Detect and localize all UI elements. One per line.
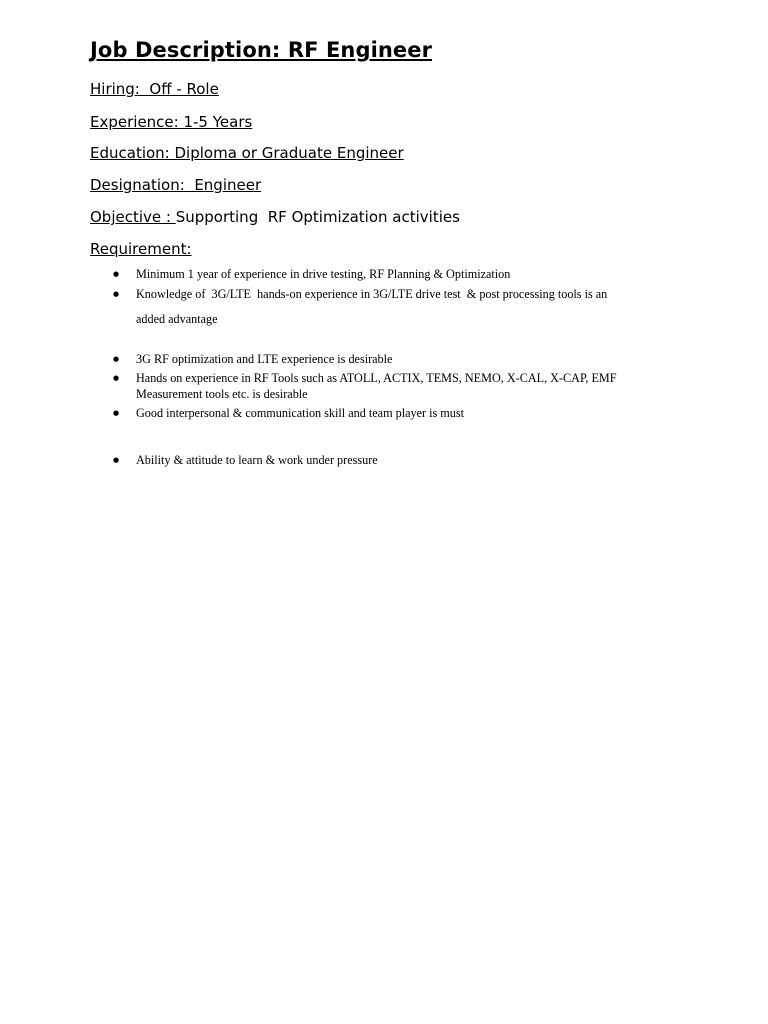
requirement-item: Minimum 1 year of experience in drive testing, RF Planning & Optimization xyxy=(136,267,511,281)
bullet-icon: ● xyxy=(113,270,120,278)
bullet-icon: ● xyxy=(113,290,120,298)
bullet-icon: ● xyxy=(113,374,120,382)
objective-field xyxy=(90,208,460,226)
education-label: Education: Diploma or Graduate Engineer xyxy=(90,144,404,162)
requirement-item-continuation: Measurement tools etc. is desirable xyxy=(136,387,308,401)
requirement-item: Ability & attitude to learn & work under pressure xyxy=(136,453,378,467)
requirement-item: Hands on experience in RF Tools such as ATOLL, ACTIX, TEMS, NEMO, X-CAL, X-CAP, EMF xyxy=(136,371,617,385)
requirement-heading: Requirement: xyxy=(90,240,192,258)
bullet-icon: ● xyxy=(113,355,120,363)
designation-value: Engineer xyxy=(184,176,262,194)
bullet-icon: ● xyxy=(113,409,120,417)
hiring-value: Off - Role xyxy=(139,80,219,98)
hiring-label: Hiring: xyxy=(90,80,140,98)
requirement-item: 3G RF optimization and LTE experience is desirable xyxy=(136,352,393,366)
objective-label: Objective : xyxy=(90,208,176,226)
objective-value: Supporting RF Optimization activities xyxy=(175,208,460,226)
designation-field xyxy=(90,176,261,194)
bullet-icon: ● xyxy=(113,456,120,464)
requirement-item: Good interpersonal & communication skill and team player is must xyxy=(136,406,464,420)
page-title: Job Description: RF Engineer xyxy=(90,38,433,62)
experience-field xyxy=(90,113,252,131)
hiring-field xyxy=(90,80,219,98)
education-field xyxy=(90,144,404,162)
requirement-item-continuation: added advantage xyxy=(136,312,218,326)
designation-label: Designation: xyxy=(90,176,185,194)
requirement-item: Knowledge of 3G/LTE hands-on experience in 3G/LTE drive test & post processing tools is an xyxy=(136,287,608,301)
experience-label: Experience: 1-5 Years xyxy=(90,113,253,131)
